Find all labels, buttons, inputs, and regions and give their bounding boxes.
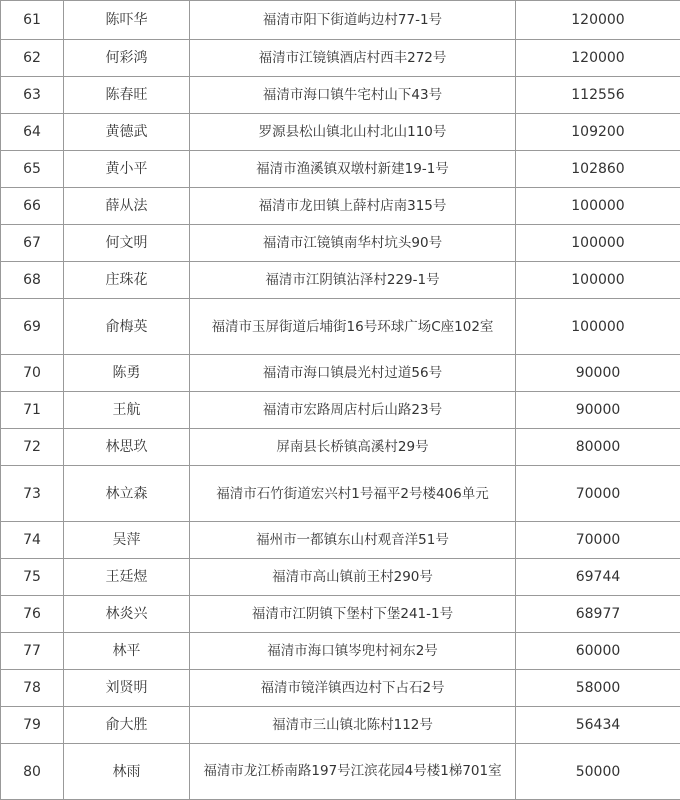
address: 福清市渔溪镇双墩村新建19-1号	[190, 151, 516, 188]
amount: 100000	[516, 262, 680, 299]
person-name: 林思玖	[64, 429, 190, 466]
address: 福清市龙田镇上薛村店南315号	[190, 188, 516, 225]
person-name: 林炎兴	[64, 596, 190, 633]
amount: 109200	[516, 114, 680, 151]
table-row	[1, 77, 680, 114]
row-number: 64	[1, 114, 64, 151]
person-name: 何文明	[64, 225, 190, 262]
table-row	[1, 151, 680, 188]
person-name: 林平	[64, 633, 190, 670]
amount: 90000	[516, 355, 680, 392]
address: 福清市海口镇牛宅村山下43号	[190, 77, 516, 114]
table-row	[1, 225, 680, 262]
row-number: 76	[1, 596, 64, 633]
person-name: 何彩鸿	[64, 40, 190, 77]
table-row	[1, 633, 680, 670]
table-row	[1, 429, 680, 466]
row-number: 70	[1, 355, 64, 392]
address: 福清市江镜镇酒店村西丰272号	[190, 40, 516, 77]
row-number: 63	[1, 77, 64, 114]
row-number: 75	[1, 559, 64, 596]
table-row	[1, 596, 680, 633]
amount: 58000	[516, 670, 680, 707]
row-number: 80	[1, 744, 64, 800]
person-name: 林雨	[64, 744, 190, 800]
amount: 100000	[516, 299, 680, 355]
address: 福清市玉屏街道后埔街16号环球广场C座102室	[190, 299, 516, 355]
person-name: 薛从法	[64, 188, 190, 225]
table-row	[1, 40, 680, 77]
person-name: 王航	[64, 392, 190, 429]
table-row	[1, 466, 680, 522]
address: 福州市一都镇东山村观音洋51号	[190, 522, 516, 559]
person-name: 陈春旺	[64, 77, 190, 114]
person-name: 俞大胜	[64, 707, 190, 744]
row-number: 79	[1, 707, 64, 744]
address: 福清市石竹街道宏兴村1号福平2号楼406单元	[190, 466, 516, 522]
amount: 100000	[516, 188, 680, 225]
person-name: 黄小平	[64, 151, 190, 188]
address: 福清市海口镇晨光村过道56号	[190, 355, 516, 392]
person-name: 吴萍	[64, 522, 190, 559]
address: 福清市三山镇北陈村112号	[190, 707, 516, 744]
amount: 56434	[516, 707, 680, 744]
table-row	[1, 299, 680, 355]
table-row	[1, 355, 680, 392]
amount: 100000	[516, 225, 680, 262]
table-row	[1, 522, 680, 559]
row-number: 61	[1, 1, 64, 40]
amount: 50000	[516, 744, 680, 800]
amount: 69744	[516, 559, 680, 596]
row-number: 72	[1, 429, 64, 466]
table-body	[1, 1, 680, 800]
table-row	[1, 707, 680, 744]
amount: 70000	[516, 466, 680, 522]
amount: 102860	[516, 151, 680, 188]
row-number: 66	[1, 188, 64, 225]
row-number: 67	[1, 225, 64, 262]
address: 屏南县长桥镇高溪村29号	[190, 429, 516, 466]
amount: 90000	[516, 392, 680, 429]
row-number: 62	[1, 40, 64, 77]
amount: 112556	[516, 77, 680, 114]
person-name: 王廷煜	[64, 559, 190, 596]
address: 福清市江阴镇下堡村下堡241-1号	[190, 596, 516, 633]
row-number: 71	[1, 392, 64, 429]
amount: 60000	[516, 633, 680, 670]
address: 福清市高山镇前王村290号	[190, 559, 516, 596]
address: 罗源县松山镇北山村北山110号	[190, 114, 516, 151]
person-name: 黄德武	[64, 114, 190, 151]
person-name: 陈勇	[64, 355, 190, 392]
address: 福清市江镜镇南华村坑头90号	[190, 225, 516, 262]
row-number: 69	[1, 299, 64, 355]
table-row	[1, 670, 680, 707]
row-number: 77	[1, 633, 64, 670]
person-name: 林立森	[64, 466, 190, 522]
amount: 68977	[516, 596, 680, 633]
amount: 120000	[516, 40, 680, 77]
person-name: 刘贤明	[64, 670, 190, 707]
table-row	[1, 188, 680, 225]
table-row	[1, 559, 680, 596]
person-name: 庄珠花	[64, 262, 190, 299]
amount: 70000	[516, 522, 680, 559]
amount: 120000	[516, 1, 680, 40]
table-row	[1, 262, 680, 299]
table-row	[1, 744, 680, 800]
row-number: 78	[1, 670, 64, 707]
person-name: 陈吓华	[64, 1, 190, 40]
address: 福清市龙江桥南路197号江滨花园4号楼1梯701室	[190, 744, 516, 800]
address: 福清市阳下街道屿边村77-1号	[190, 1, 516, 40]
row-number: 74	[1, 522, 64, 559]
address: 福清市镜洋镇西边村下占石2号	[190, 670, 516, 707]
address: 福清市海口镇岑兜村祠东2号	[190, 633, 516, 670]
table-row	[1, 1, 680, 40]
row-number: 73	[1, 466, 64, 522]
table-row	[1, 392, 680, 429]
amount: 80000	[516, 429, 680, 466]
person-name: 俞梅英	[64, 299, 190, 355]
row-number: 68	[1, 262, 64, 299]
address: 福清市宏路周店村后山路23号	[190, 392, 516, 429]
address: 福清市江阴镇沾泽村229-1号	[190, 262, 516, 299]
row-number: 65	[1, 151, 64, 188]
table-row	[1, 114, 680, 151]
